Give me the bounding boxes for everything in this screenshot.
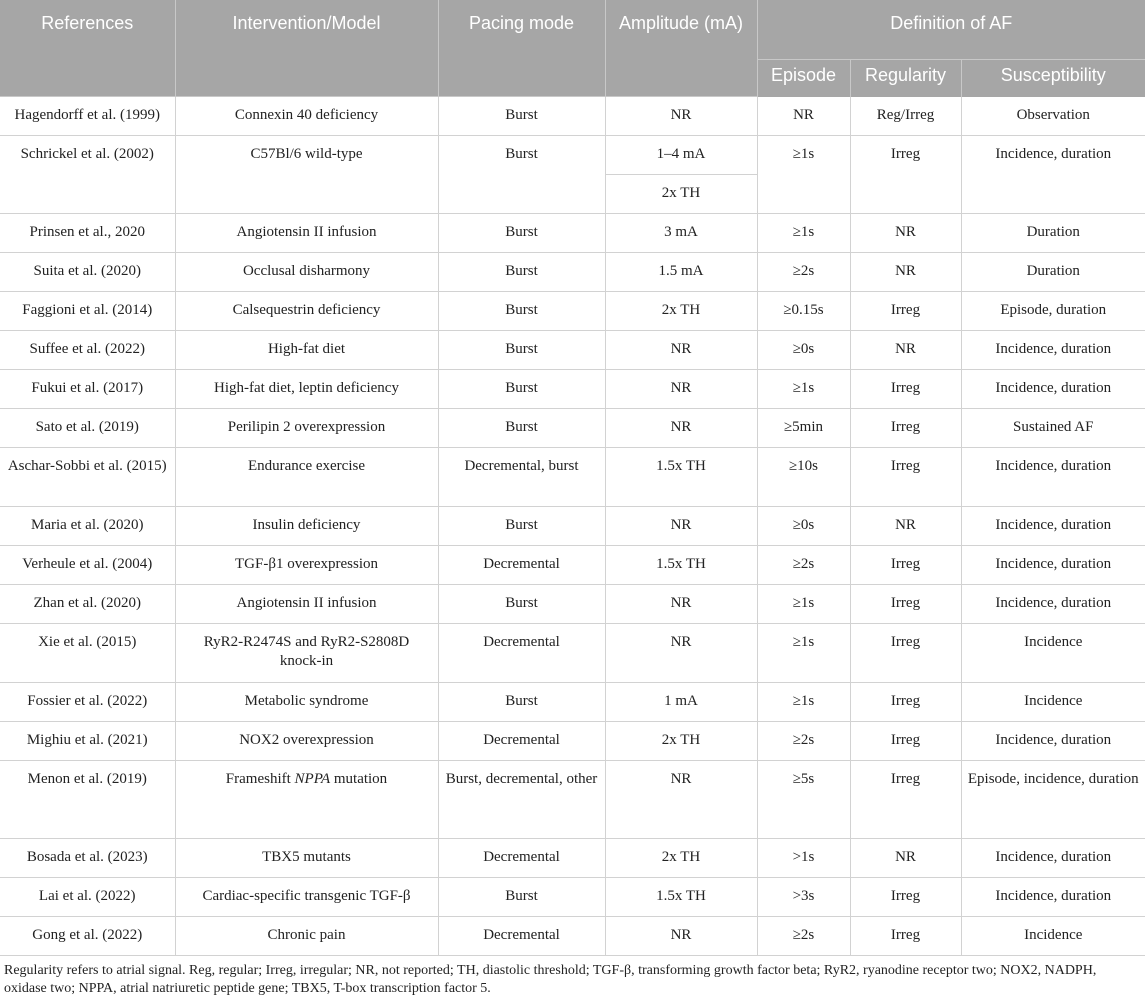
- cell-amplitude: 1 mA: [605, 683, 757, 722]
- cell-reference: Faggioni et al. (2014): [0, 292, 175, 331]
- cell-episode: ≥2s: [757, 546, 850, 585]
- table-row: [0, 370, 1145, 409]
- cell-amplitude: NR: [605, 624, 757, 683]
- table-row: [0, 761, 1145, 839]
- cell-regularity: Irreg: [850, 448, 961, 507]
- cell-reference: Schrickel et al. (2002): [0, 136, 175, 214]
- cell-pacing: Burst: [438, 214, 605, 253]
- cell-reference: Suffee et al. (2022): [0, 331, 175, 370]
- cell-model: RyR2-R2474S and RyR2-S2808D knock-in: [175, 624, 438, 683]
- table-row: [0, 878, 1145, 917]
- table-row: [0, 331, 1145, 370]
- cell-regularity: Irreg: [850, 292, 961, 331]
- cell-episode: ≥5min: [757, 409, 850, 448]
- cell-pacing: Decremental, burst: [438, 448, 605, 507]
- cell-pacing: Burst: [438, 878, 605, 917]
- cell-regularity: NR: [850, 214, 961, 253]
- cell-regularity: NR: [850, 331, 961, 370]
- cell-reference: Mighiu et al. (2021): [0, 722, 175, 761]
- cell-pacing: Burst: [438, 97, 605, 136]
- cell-model: Endurance exercise: [175, 448, 438, 507]
- cell-amplitude: NR: [605, 409, 757, 448]
- cell-regularity: Irreg: [850, 624, 961, 683]
- table-row: [0, 546, 1145, 585]
- table-row: [0, 409, 1145, 448]
- header-amplitude: Amplitude (mA): [605, 0, 757, 97]
- header-susceptibility: Susceptibility: [961, 59, 1145, 96]
- cell-amplitude: NR: [605, 761, 757, 839]
- cell-model: NOX2 overexpression: [175, 722, 438, 761]
- header-pacing-mode: Pacing mode: [438, 0, 605, 97]
- cell-amplitude: 1.5x TH: [605, 878, 757, 917]
- cell-episode: ≥5s: [757, 761, 850, 839]
- cell-amplitude: 2x TH: [605, 175, 757, 214]
- cell-episode: ≥1s: [757, 683, 850, 722]
- cell-reference: Prinsen et al., 2020: [0, 214, 175, 253]
- cell-regularity: Reg/Irreg: [850, 97, 961, 136]
- cell-susceptibility: Incidence, duration: [961, 839, 1145, 878]
- table-row: [0, 624, 1145, 683]
- cell-susceptibility: Incidence: [961, 683, 1145, 722]
- cell-episode: ≥1s: [757, 370, 850, 409]
- cell-reference: Lai et al. (2022): [0, 878, 175, 917]
- cell-regularity: Irreg: [850, 136, 961, 214]
- cell-amplitude: NR: [605, 507, 757, 546]
- model-gene-name: NPPA: [294, 771, 331, 787]
- cell-episode: ≥1s: [757, 624, 850, 683]
- cell-reference: Bosada et al. (2023): [0, 839, 175, 878]
- cell-amplitude: 1.5x TH: [605, 546, 757, 585]
- cell-amplitude: NR: [605, 331, 757, 370]
- header-references: References: [0, 0, 175, 97]
- header-episode: Episode: [757, 59, 850, 96]
- cell-regularity: NR: [850, 507, 961, 546]
- cell-regularity: Irreg: [850, 585, 961, 624]
- cell-reference: Sato et al. (2019): [0, 409, 175, 448]
- cell-model: TGF-β1 overexpression: [175, 546, 438, 585]
- table-row: [0, 214, 1145, 253]
- table-row: [0, 722, 1145, 761]
- cell-susceptibility: Incidence, duration: [961, 507, 1145, 546]
- table-row: [0, 917, 1145, 956]
- cell-reference: Aschar-Sobbi et al. (2015): [0, 448, 175, 507]
- cell-regularity: Irreg: [850, 761, 961, 839]
- cell-pacing: Decremental: [438, 624, 605, 683]
- cell-susceptibility: Incidence, duration: [961, 448, 1145, 507]
- cell-model: Metabolic syndrome: [175, 683, 438, 722]
- cell-model: Cardiac-specific transgenic TGF-β: [175, 878, 438, 917]
- cell-episode: ≥2s: [757, 253, 850, 292]
- cell-episode: ≥2s: [757, 917, 850, 956]
- table-row: [0, 839, 1145, 878]
- cell-episode: ≥0s: [757, 507, 850, 546]
- header-regularity: Regularity: [850, 59, 961, 96]
- cell-reference: Gong et al. (2022): [0, 917, 175, 956]
- cell-susceptibility: Incidence, duration: [961, 585, 1145, 624]
- cell-pacing: Burst: [438, 292, 605, 331]
- cell-pacing: Burst: [438, 331, 605, 370]
- cell-susceptibility: Duration: [961, 253, 1145, 292]
- cell-pacing: Burst, decremental, other: [438, 761, 605, 839]
- cell-regularity: Irreg: [850, 370, 961, 409]
- header-intervention: Intervention/Model: [175, 0, 438, 97]
- cell-model: Connexin 40 deficiency: [175, 97, 438, 136]
- cell-episode: ≥1s: [757, 136, 850, 214]
- cell-model: Calsequestrin deficiency: [175, 292, 438, 331]
- cell-reference: Maria et al. (2020): [0, 507, 175, 546]
- cell-episode: ≥10s: [757, 448, 850, 507]
- cell-reference: Hagendorff et al. (1999): [0, 97, 175, 136]
- cell-model: C57Bl/6 wild-type: [175, 136, 438, 214]
- cell-model: High-fat diet, leptin deficiency: [175, 370, 438, 409]
- cell-episode: >1s: [757, 839, 850, 878]
- cell-amplitude: 1.5x TH: [605, 448, 757, 507]
- cell-regularity: Irreg: [850, 409, 961, 448]
- cell-susceptibility: Observation: [961, 97, 1145, 136]
- model-text-post: mutation: [330, 771, 388, 787]
- cell-amplitude: 2x TH: [605, 839, 757, 878]
- cell-pacing: Decremental: [438, 917, 605, 956]
- cell-susceptibility: Incidence, duration: [961, 722, 1145, 761]
- cell-model: Chronic pain: [175, 917, 438, 956]
- cell-susceptibility: Incidence: [961, 917, 1145, 956]
- cell-model: Angiotensin II infusion: [175, 214, 438, 253]
- cell-amplitude: NR: [605, 370, 757, 409]
- cell-reference: Xie et al. (2015): [0, 624, 175, 683]
- cell-reference: Fossier et al. (2022): [0, 683, 175, 722]
- table-row: [0, 136, 1145, 175]
- cell-susceptibility: Episode, incidence, duration: [961, 761, 1145, 839]
- cell-pacing: Burst: [438, 253, 605, 292]
- cell-episode: ≥0.15s: [757, 292, 850, 331]
- cell-episode: ≥1s: [757, 585, 850, 624]
- cell-reference: Verheule et al. (2004): [0, 546, 175, 585]
- table-row: [0, 448, 1145, 507]
- cell-amplitude: 3 mA: [605, 214, 757, 253]
- cell-regularity: Irreg: [850, 722, 961, 761]
- cell-pacing: Burst: [438, 683, 605, 722]
- cell-model: Angiotensin II infusion: [175, 585, 438, 624]
- cell-model: Occlusal disharmony: [175, 253, 438, 292]
- cell-amplitude: NR: [605, 917, 757, 956]
- header-definition-of-af: Definition of AF: [757, 0, 1145, 59]
- cell-model: TBX5 mutants: [175, 839, 438, 878]
- cell-reference: Suita et al. (2020): [0, 253, 175, 292]
- cell-pacing: Decremental: [438, 839, 605, 878]
- cell-susceptibility: Episode, duration: [961, 292, 1145, 331]
- cell-episode: ≥1s: [757, 214, 850, 253]
- cell-susceptibility: Incidence: [961, 624, 1145, 683]
- table-row: [0, 253, 1145, 292]
- cell-reference: Menon et al. (2019): [0, 761, 175, 839]
- cell-pacing: Burst: [438, 409, 605, 448]
- cell-susceptibility: Incidence, duration: [961, 331, 1145, 370]
- cell-pacing: Burst: [438, 585, 605, 624]
- table-row: [0, 683, 1145, 722]
- cell-pacing: Decremental: [438, 546, 605, 585]
- cell-episode: ≥2s: [757, 722, 850, 761]
- table-row: [0, 507, 1145, 546]
- cell-susceptibility: Incidence, duration: [961, 370, 1145, 409]
- cell-model: Insulin deficiency: [175, 507, 438, 546]
- cell-episode: NR: [757, 97, 850, 136]
- cell-pacing: Burst: [438, 370, 605, 409]
- cell-regularity: Irreg: [850, 683, 961, 722]
- cell-model: Perilipin 2 overexpression: [175, 409, 438, 448]
- cell-amplitude: NR: [605, 585, 757, 624]
- cell-susceptibility: Incidence, duration: [961, 136, 1145, 214]
- table-row: [0, 97, 1145, 136]
- cell-amplitude: 1–4 mA: [605, 136, 757, 175]
- cell-regularity: Irreg: [850, 917, 961, 956]
- cell-amplitude: NR: [605, 97, 757, 136]
- table-footnote: Regularity refers to atrial signal. Reg, regular; Irreg, irregular; NR, not reported; TH, diastolic threshold; TGF-β, transforming growth factor beta; RyR2, ryanodine receptor two; NOX2, NADPH, oxidase two; NPPA, atrial natriuretic peptide gene; TBX5, T-box transcription factor 5.: [4, 963, 1097, 996]
- cell-regularity: Irreg: [850, 878, 961, 917]
- cell-model: [175, 761, 438, 839]
- cell-episode: ≥0s: [757, 331, 850, 370]
- cell-susceptibility: Incidence, duration: [961, 546, 1145, 585]
- cell-susceptibility: Sustained AF: [961, 409, 1145, 448]
- cell-amplitude: 2x TH: [605, 722, 757, 761]
- cell-amplitude: 1.5 mA: [605, 253, 757, 292]
- cell-regularity: NR: [850, 839, 961, 878]
- model-text-pre: Frameshift: [225, 771, 295, 787]
- cell-regularity: NR: [850, 253, 961, 292]
- table-row: [0, 585, 1145, 624]
- cell-reference: Zhan et al. (2020): [0, 585, 175, 624]
- cell-susceptibility: Duration: [961, 214, 1145, 253]
- table-row: [0, 292, 1145, 331]
- cell-episode: >3s: [757, 878, 850, 917]
- cell-amplitude: 2x TH: [605, 292, 757, 331]
- cell-pacing: Burst: [438, 136, 605, 214]
- cell-regularity: Irreg: [850, 546, 961, 585]
- cell-pacing: Burst: [438, 507, 605, 546]
- cell-susceptibility: Incidence, duration: [961, 878, 1145, 917]
- cell-reference: Fukui et al. (2017): [0, 370, 175, 409]
- cell-model: High-fat diet: [175, 331, 438, 370]
- cell-pacing: Decremental: [438, 722, 605, 761]
